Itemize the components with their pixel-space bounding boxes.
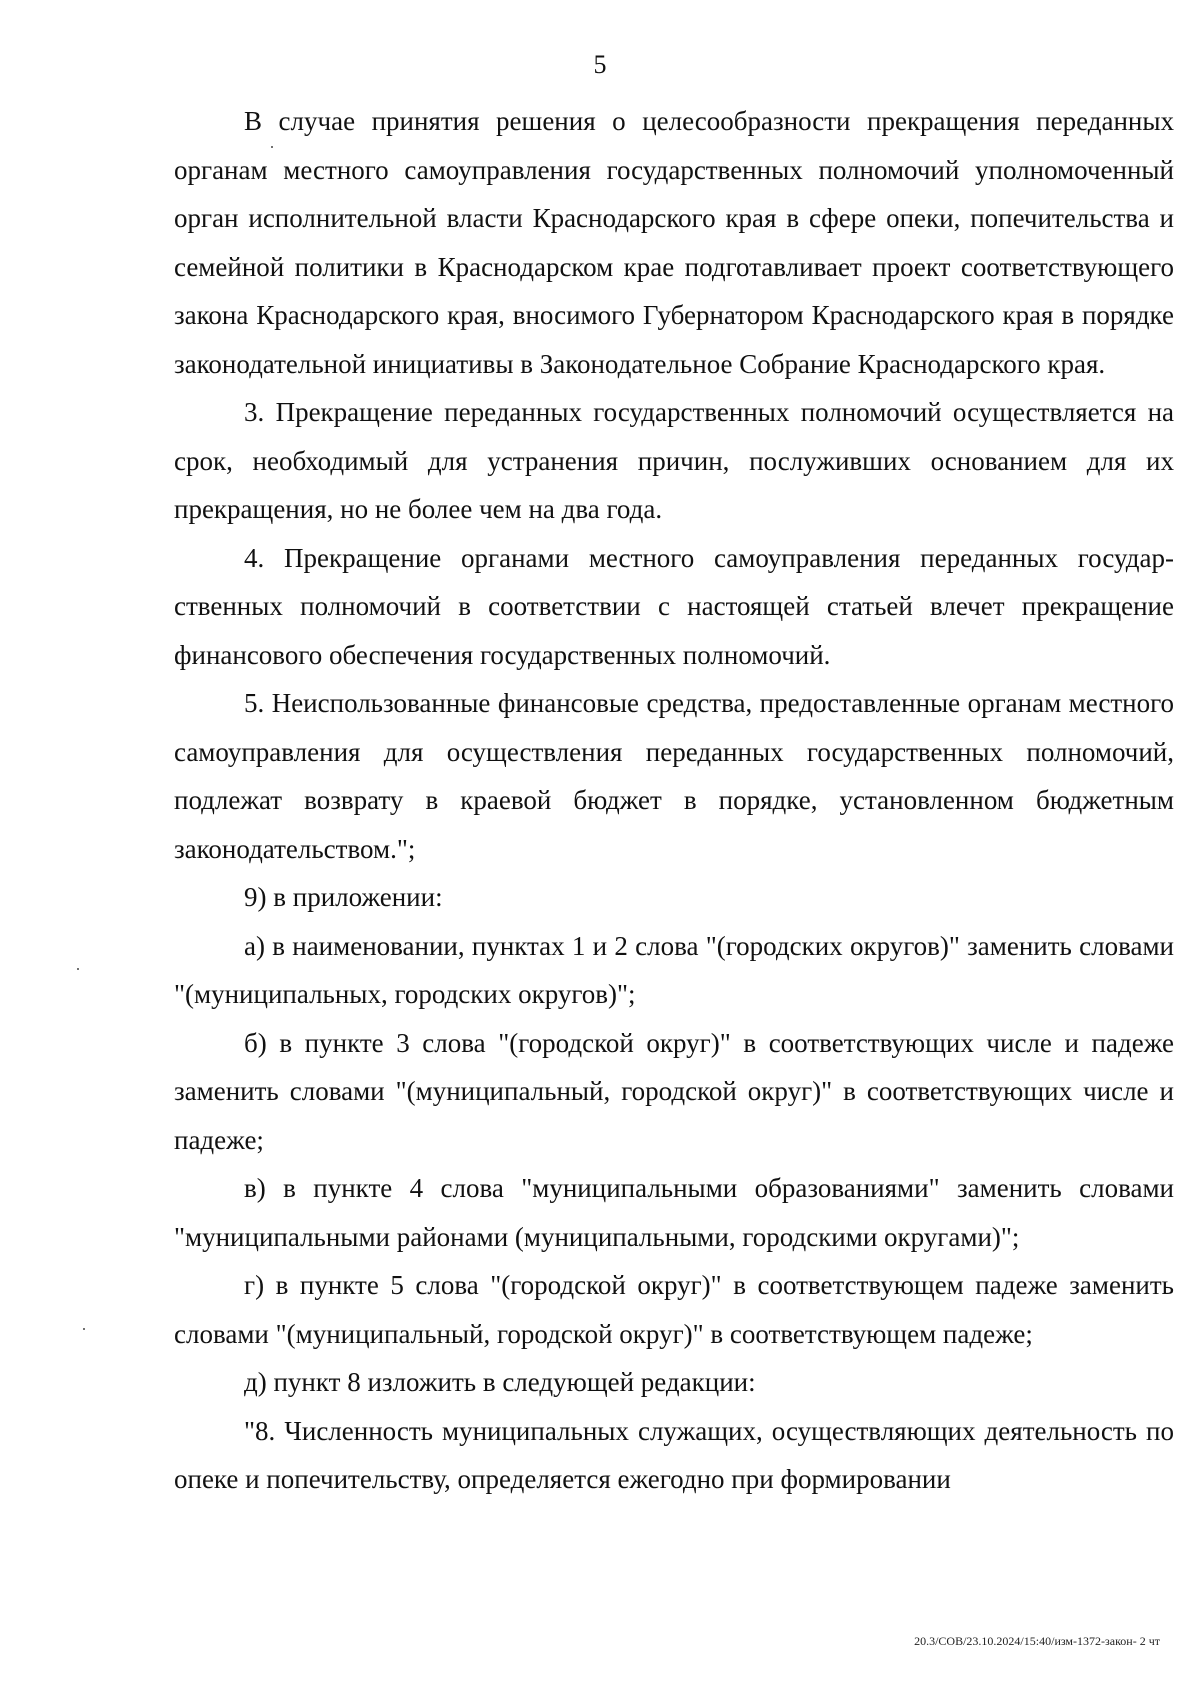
paragraph-subitem-b: б) в пункте 3 слова "(городской округ)" в соответствующих числе и падеже заменить словами "(муниципальный, городской округ)" в соответствующих числе и падеже;	[174, 1027, 1174, 1155]
paragraph-item-5: 5. Неиспользованные финансовые средства, предоставленные органам местного самоуправления для осуществления переданных государственных полномочий, подлежат возврату в краевой бюджет в порядке, установленном бюджетным законодательством.";	[174, 688, 1174, 864]
scan-dot-top	[271, 146, 273, 148]
paragraph-subitem-v: в) в пункте 4 слова "муниципальными образованиями" заменить словами "муниципальными районами (муниципальными, городскими округами)";	[174, 1173, 1174, 1252]
scan-dot-left-2	[83, 1328, 85, 1330]
scan-dot-left-1	[77, 968, 79, 970]
paragraph-termination-decision: В случае принятия решения о целесообразности прекращения переданных органам местного самоуправления государственных полномочий уполномоченный орган исполнительной власти Краснодарского края в сфере опеки, попечительства и семейной политики в Краснодарском крае подготавливает проект соответствующего закона Краснодарского края, вносимого Губернатором Краснодарского края в порядке законодательной инициативы в Законодательное Собрание Краснодарского края.	[174, 106, 1174, 379]
paragraph-item-3: 3. Прекращение переданных государственных полномочий осуществляется на срок, необходимый для устранения причин, послуживших основанием для их прекращения, но не более чем на два года.	[174, 397, 1174, 524]
paragraph-subitem-d: д) пункт 8 изложить в следующей редакции:	[244, 1367, 756, 1397]
paragraph-item-4: 4. Прекращение органами местного самоуправления переданных государственных полномочий в соответствии с настоящей статьей влечет прекращение финансового обеспечения государственных полномочий.	[174, 542, 1174, 670]
page-number: 5	[593, 50, 607, 79]
document-body	[174, 97, 1174, 1504]
paragraph-item-8-start: "8. Численность муниципальных служащих, осуществляющих деятельность по опеке и попечительству, определяется ежегодно при формировании	[174, 1415, 1174, 1494]
paragraph-subitem-g: г) в пункте 5 слова "(городской округ)" в соответствующем падеже заменить словами "(муниципальный, городской округ)" в соответствующем падеже;	[174, 1270, 1174, 1349]
paragraph-subitem-a: а) в наименовании, пунктах 1 и 2 слова "(городских округов)" заменить словами "(муниципальных, городских округов)";	[174, 930, 1174, 1009]
paragraph-item-9: 9) в приложении:	[244, 882, 443, 912]
document-footer-code: 20.3/СОВ/23.10.2024/15:40/изм-1372-закон- 2 чт	[914, 1634, 1160, 1648]
